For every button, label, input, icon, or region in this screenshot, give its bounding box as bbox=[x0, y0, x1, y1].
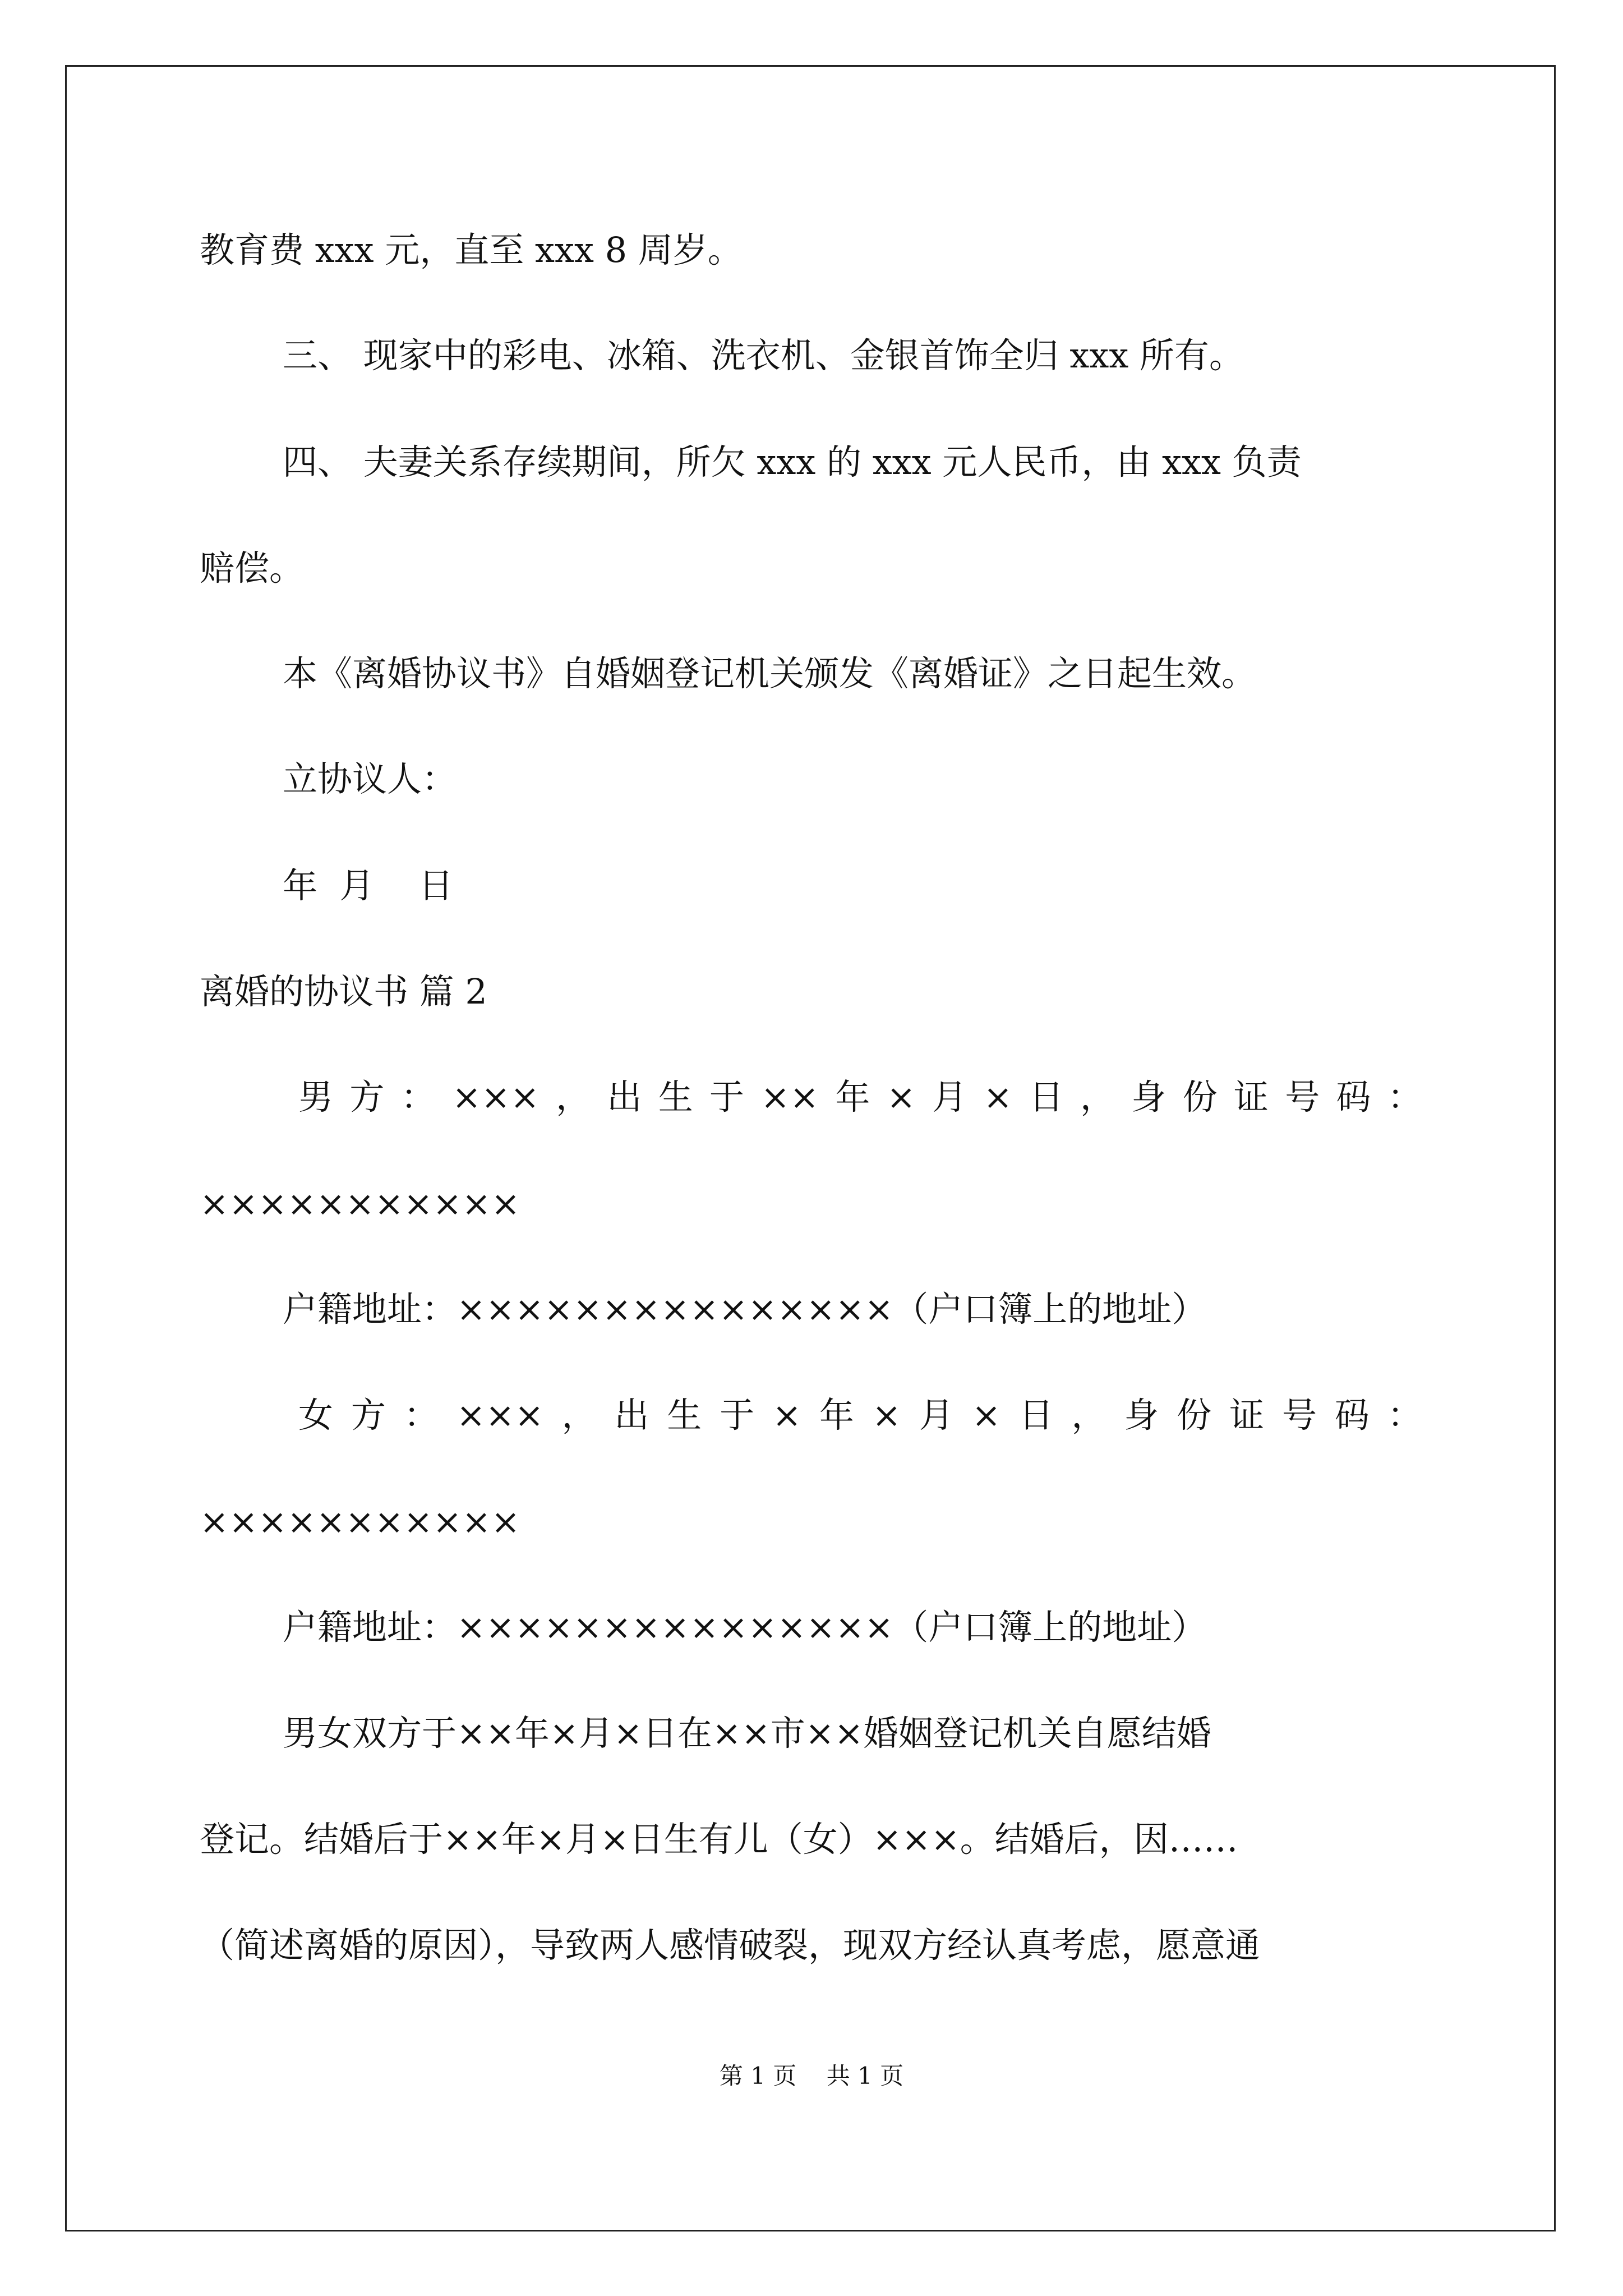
female-info-part-3: ： bbox=[403, 1395, 439, 1435]
female-info-part-18: 证 bbox=[1229, 1395, 1265, 1435]
male-info-part-17: 份 bbox=[1182, 1076, 1218, 1117]
female-info-part-16: 身 bbox=[1124, 1395, 1159, 1435]
marriage-info-line-2: 登记。结婚后于××年×月×日生有儿（女）×××。结婚后，因…… bbox=[200, 1819, 1238, 1860]
page-border bbox=[65, 65, 1556, 2231]
female-info-part-1: 女 bbox=[298, 1395, 334, 1435]
female-info-part-4: ××× bbox=[456, 1395, 544, 1435]
male-id-number: ××××××××××× bbox=[200, 1183, 520, 1224]
male-info-part-12: 月 bbox=[932, 1076, 967, 1117]
male-address-line: 户籍地址：×××××××××××××××（户口簿上的地址） bbox=[283, 1289, 1207, 1329]
male-info-part-19: 号 bbox=[1285, 1076, 1320, 1117]
male-info-part-11: × bbox=[886, 1076, 916, 1117]
female-info-part-20: 码 bbox=[1334, 1395, 1370, 1435]
male-info-part-4: ××× bbox=[451, 1076, 540, 1117]
male-info-part-3: ： bbox=[400, 1076, 436, 1117]
female-info-part-19: 号 bbox=[1281, 1395, 1317, 1435]
female-info-part-6: 出 bbox=[614, 1395, 649, 1435]
female-id-number: ××××××××××× bbox=[200, 1501, 520, 1542]
marriage-info-line: 男女双方于××年×月×日在××市××婚姻登记机关自愿结婚 bbox=[283, 1713, 1211, 1754]
female-info-part-14: 日 bbox=[1018, 1395, 1054, 1435]
male-info-part-10: 年 bbox=[835, 1076, 870, 1117]
male-info-part-18: 证 bbox=[1233, 1076, 1269, 1117]
female-info-part-9: × bbox=[772, 1395, 802, 1435]
text-line-5: 本《离婚协议书》自婚姻登记机关颁发《离婚证》之日起生效。 bbox=[283, 653, 1257, 694]
section-heading: 离婚的协议书 篇 2 bbox=[200, 971, 487, 1012]
male-info-part-13: × bbox=[983, 1076, 1013, 1117]
text-line-4: 赔偿。 bbox=[200, 547, 305, 588]
text-line-6: 立协议人： bbox=[283, 758, 457, 799]
male-info-part-21: ： bbox=[1387, 1076, 1422, 1117]
female-info-line bbox=[298, 1395, 1422, 1435]
male-info-part-1: 男 bbox=[298, 1076, 334, 1117]
female-info-part-17: 份 bbox=[1177, 1395, 1212, 1435]
female-info-part-13: × bbox=[971, 1395, 1001, 1435]
male-info-part-9: ×× bbox=[760, 1076, 819, 1117]
male-info-part-14: 日 bbox=[1029, 1076, 1064, 1117]
female-info-part-10: 年 bbox=[819, 1395, 854, 1435]
male-info-part-15: ， bbox=[1080, 1076, 1115, 1117]
male-info-part-8: 于 bbox=[709, 1076, 745, 1117]
female-info-part-8: 于 bbox=[720, 1395, 755, 1435]
male-info-part-2: 方 bbox=[349, 1076, 385, 1117]
female-info-part-2: 方 bbox=[351, 1395, 386, 1435]
text-line-1: 教育费 xxx 元，直至 xxx 8 周岁。 bbox=[200, 229, 743, 270]
female-info-part-12: 月 bbox=[919, 1395, 954, 1435]
female-info-part-5: ， bbox=[561, 1395, 597, 1435]
text-line-3: 四、 夫妻关系存续期间，所欠 xxx 的 xxx 元人民币，由 xxx 负责 bbox=[283, 441, 1302, 482]
text-line-2: 三、 现家中的彩电、冰箱、洗衣机、金银首饰全归 xxx 所有。 bbox=[283, 335, 1244, 376]
male-info-part-5: ， bbox=[556, 1076, 591, 1117]
female-info-part-11: × bbox=[872, 1395, 901, 1435]
male-info-part-7: 生 bbox=[658, 1076, 693, 1117]
male-info-line bbox=[298, 1076, 1422, 1117]
male-info-part-6: 出 bbox=[607, 1076, 642, 1117]
female-info-part-15: ， bbox=[1071, 1395, 1106, 1435]
text-line-7: 年 月 日 bbox=[283, 865, 454, 906]
page-footer: 第 1 页 共 1 页 bbox=[719, 2062, 904, 2090]
female-address-line: 户籍地址：×××××××××××××××（户口簿上的地址） bbox=[283, 1607, 1207, 1648]
male-info-part-20: 码 bbox=[1336, 1076, 1371, 1117]
marriage-info-line-3: （简述离婚的原因），导致两人感情破裂，现双方经认真考虑，愿意通 bbox=[200, 1925, 1261, 1966]
female-info-part-21: ： bbox=[1387, 1395, 1422, 1435]
male-info-part-16: 身 bbox=[1131, 1076, 1166, 1117]
female-info-part-7: 生 bbox=[667, 1395, 702, 1435]
